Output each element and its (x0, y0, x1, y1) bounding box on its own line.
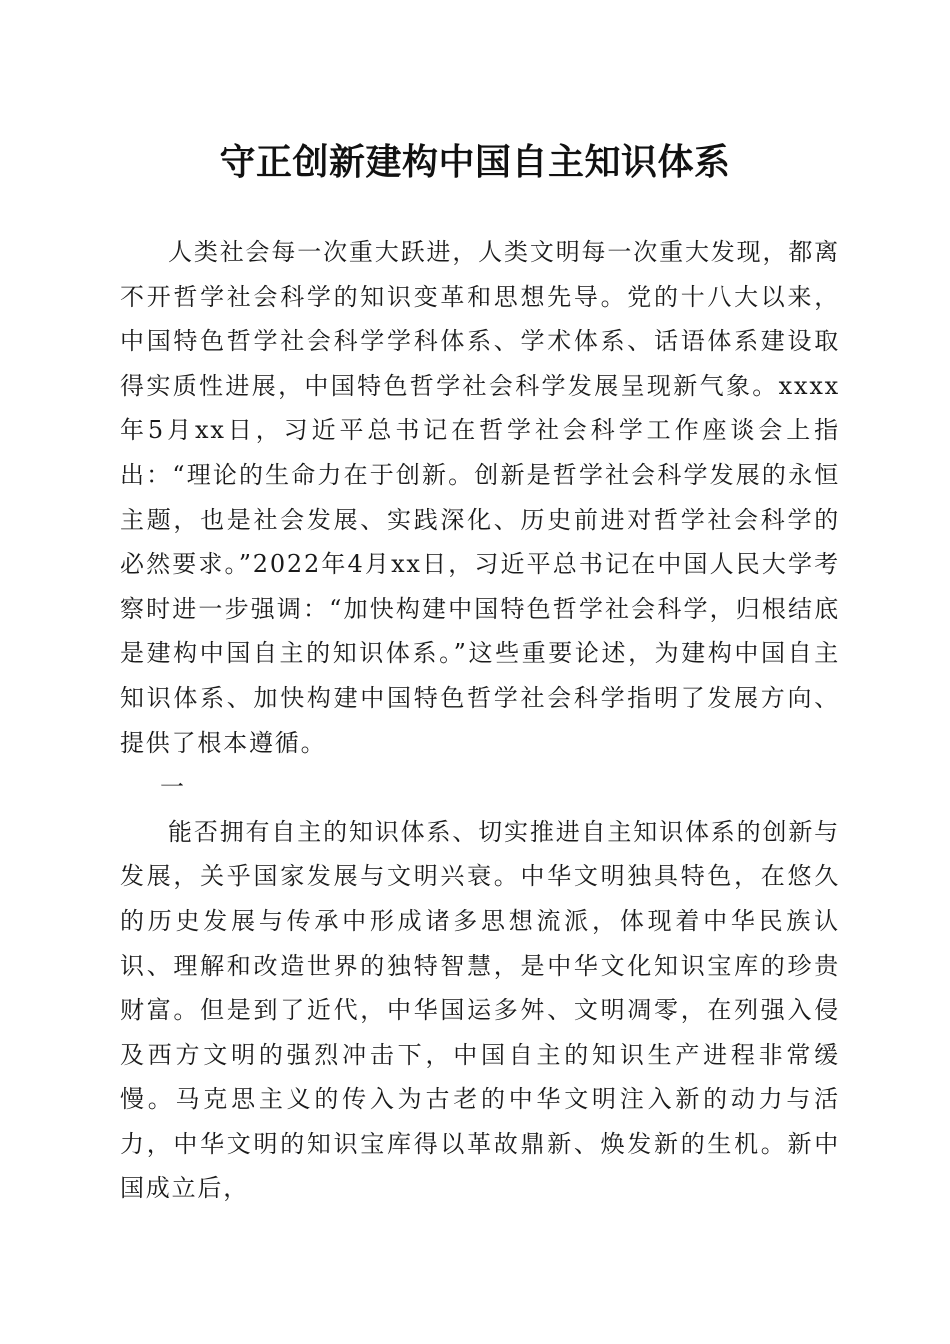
section-number: 一 (160, 773, 186, 802)
document-title: 守正创新建构中国自主知识体系 (219, 141, 731, 183)
paragraph-section-one: 能否拥有自主的知识体系、切实推进自主知识体系的创新与发展，关乎国家发展与文明兴衰。中华文明独具特色，在悠久的历史发展与传承中形成诸多思想流派，体现着中华民族认识、理解和改造世界的独特智慧，是中华文化知识宝库的珍贵财富。但是到了近代，中华国运多舛、文明凋零，在列强入侵及西方文明的强烈冲击下，中国自主的知识生产进程非常缓慢。马克思主义的传入为古老的中华文明注入新的动力与活力，中华文明的知识宝库得以革故鼎新、焕发新的生机。新中国成立后， (120, 817, 840, 1203)
paragraph-intro: 人类社会每一次重大跃进，人类文明每一次重大发现，都离不开哲学社会科学的知识变革和思想先导。党的十八大以来，中国特色哲学社会科学学科体系、学术体系、话语体系建设取得实质性进展，中国特色哲学社会科学发展呈现新气象。xxxx年5月xx日，习近平总书记在哲学社会科学工作座谈会上指出：“理论的生命力在于创新。创新是哲学社会科学发展的永恒主题，也是社会发展、实践深化、历史前进对哲学社会科学的必然要求。”2022年4月xx日，习近平总书记在中国人民大学考察时进一步强调：“加快构建中国特色哲学社会科学，归根结底是建构中国自主的知识体系。”这些重要论述，为建构中国自主知识体系、加快构建中国特色哲学社会科学指明了发展方向、提供了根本遵循。 (120, 238, 840, 757)
document-body (120, 230, 840, 1211)
